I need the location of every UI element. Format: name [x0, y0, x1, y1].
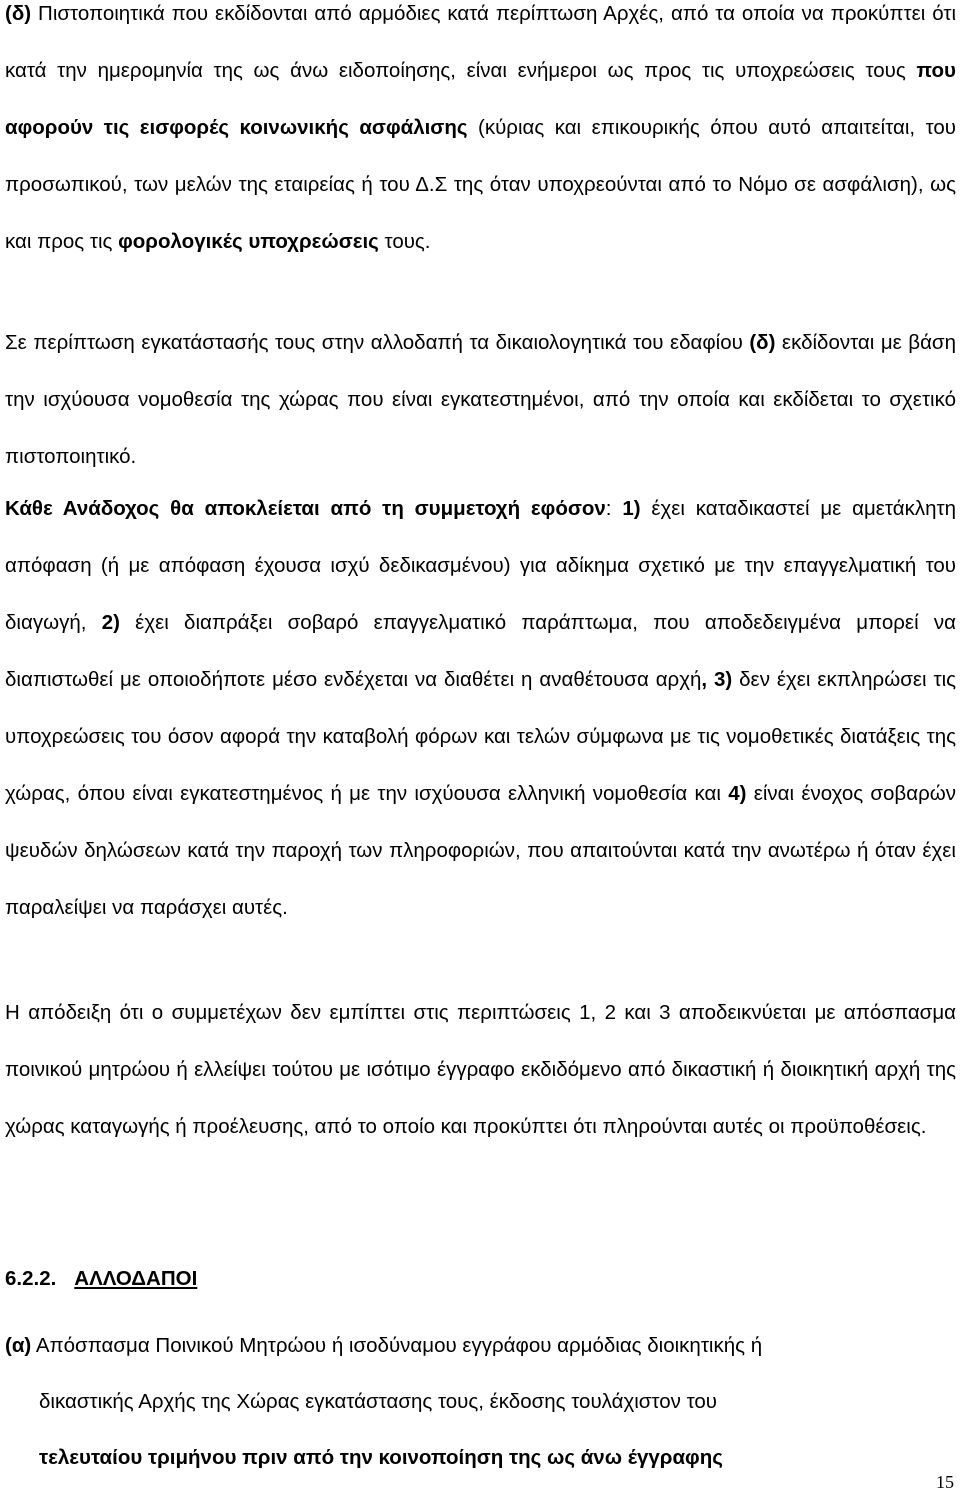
paragraph-criminal-record: (α) Απόσπασμα Ποινικού Μητρώου ή ισοδύναμου εγγράφου αρμόδιας διοικητικής ή δικαστικής Αρχής της Χώρας εγκατάστασης τους, έκδοσης τουλάχιστον του τελευταίου τριμήνου πριν από την κοινοποίηση της ως άνω έγγραφης — [5, 1334, 763, 1469]
section-number: 6.2.2. — [5, 1267, 57, 1290]
item-label-a: (α) — [5, 1334, 32, 1357]
section-title: ΑΛΛΟΔΑΠΟΙ — [74, 1267, 198, 1290]
paragraph-proof: Η απόδειξη ότι ο συμμετέχων δεν εμπίπτει στις περιπτώσεις 1, 2 και 3 αποδεικνύεται με απόσπασμα ποινικού μητρώου ή ελλείψει τούτου με ισότιμο έγγραφο εκδιδόμενο από δικαστική ή διοικητική αρχή της χώρας καταγωγής ή προέλευσης, από το οποίο και προκύπτει ότι πληρούνται αυτές οι προϋποθέσεις. — [5, 1001, 956, 1138]
paragraph-exclusion-criteria: Κάθε Ανάδοχος θα αποκλείεται από τη συμμετοχή εφόσον: 1) έχει καταδικαστεί με αμετάκλητη απόφαση (ή με απόφαση έχουσα ισχύ δεδικασμένου) για αδίκημα σχετικό με την επαγγελματική του διαγωγή, 2) έχει διαπράξει σοβαρό επαγγελματικό παράπτωμα, που αποδεδειγμένα μπορεί να διαπιστωθεί με οποιοδήποτε μέσο ενδέχεται να διαθέτει η αναθέτουσα αρχή, 3) δεν έχει εκπληρώσει τις υποχρεώσεις του όσον αφορά την καταβολή φόρων και τελών σύμφωνα με τις νομοθετικές διατάξεις της χώρας, όπου είναι εγκατεστημένος ή με την ισχύουσα ελληνική νομοθεσία και 4) είναι ένοχος σοβαρών ψευδών δηλώσεων κατά την παροχή των πληροφοριών, που απαιτούνται κατά την ανωτέρω ή όταν έχει παραλείψει να παράσχει αυτές. — [5, 497, 957, 919]
section-heading — [5, 1262, 197, 1296]
page-number: 15 — [936, 1472, 954, 1492]
paragraph-foreign-establishment: Σε περίπτωση εγκατάστασής τους στην αλλοδαπή τα δικαιολογητικά του εδαφίου (δ) εκδίδονται με βάση την ισχύουσα νομοθεσία της χώρας που είναι εγκατεστημένοι, από την οποία και εκδίδεται το σχετικό πιστοποιητικό. — [5, 331, 956, 468]
paragraph-certificates: (δ) Πιστοποιητικά που εκδίδονται από αρμόδιες κατά περίπτωση Αρχές, από τα οποία να προκύπτει ότι κατά την ημερομηνία της ως άνω ειδοποίησης, είναι ενήμεροι ως προς τις υποχρεώσεις τους που αφορούν τις εισφορές κοινωνικής ασφάλισης (κύριας και επικουρικής όπου αυτό απαιτείται, του προσωπικού, των μελών της εταιρείας ή του Δ.Σ της όταν υποχρεούνται από το Νόμο σε ασφάλιση), ως και προς τις φορολογικές υποχρεώσεις τους. — [5, 2, 957, 253]
item-label-d: (δ) — [5, 2, 32, 25]
